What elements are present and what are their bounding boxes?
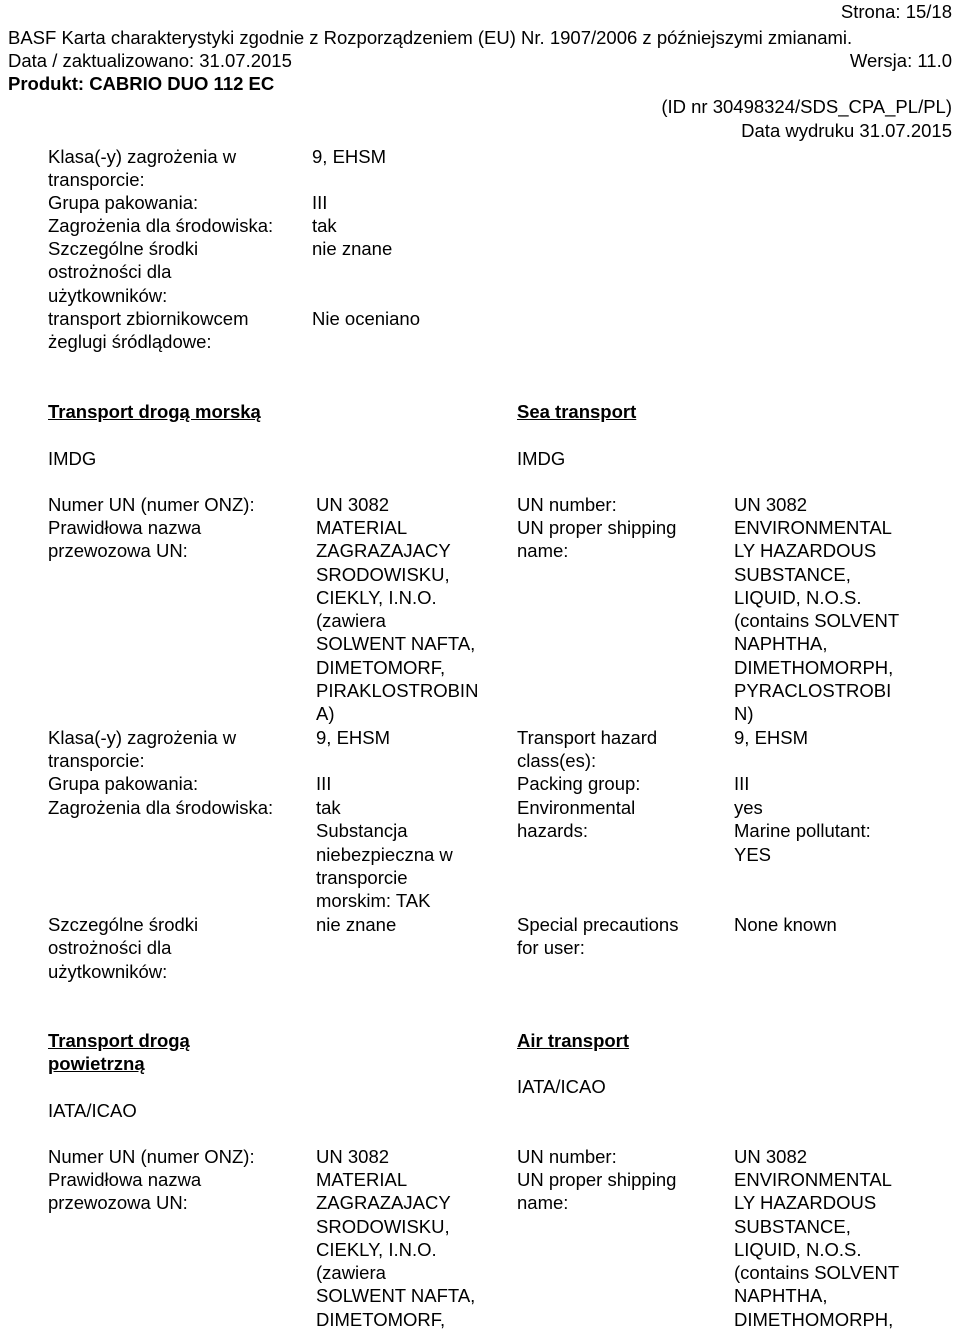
sea-label-en: UN proper shipping name: bbox=[517, 517, 677, 562]
print-date: Data wydruku 31.07.2015 bbox=[741, 120, 952, 141]
air-code-en: IATA/ICAO bbox=[517, 1076, 606, 1097]
update-date: Data / zaktualizowano: 31.07.2015 bbox=[8, 50, 292, 71]
sea-code-pl: IMDG bbox=[48, 448, 97, 469]
sea-value: 9, EHSM bbox=[316, 727, 391, 748]
sea-value-en: 9, EHSM bbox=[734, 727, 809, 748]
page-number: Strona: 15/18 bbox=[840, 1, 952, 22]
sea-label-en: Transport hazard class(es): bbox=[517, 727, 658, 772]
air-code-pl: IATA/ICAO bbox=[48, 1100, 137, 1121]
air-value-en: UN 3082 bbox=[734, 1146, 808, 1167]
inland-label: Zagrożenia dla środowiska: bbox=[48, 215, 274, 236]
sea-value: nie znane bbox=[316, 914, 397, 935]
product-name: Produkt: CABRIO DUO 112 EC bbox=[8, 73, 275, 94]
sea-value-en: III bbox=[734, 773, 750, 794]
sea-value-en: None known bbox=[734, 914, 837, 935]
document-title: BASF Karta charakterystyki zgodnie z Rozporządzeniem (EU) Nr. 1907/2006 z późniejszymi zmianami. bbox=[8, 27, 853, 48]
inland-label: transport zbiornikowcem żeglugi śródlądowe: bbox=[48, 308, 249, 353]
sea-value: UN 3082 bbox=[316, 494, 390, 515]
document-id: (ID nr 30498324/SDS_CPA_PL/PL) bbox=[661, 96, 952, 117]
inland-label: Grupa pakowania: bbox=[48, 192, 199, 213]
air-label: Numer UN (numer ONZ): bbox=[48, 1146, 255, 1167]
sea-value-en: UN 3082 bbox=[734, 494, 808, 515]
air-label-en: UN number: bbox=[517, 1146, 617, 1167]
inland-value: 9, EHSM bbox=[312, 146, 387, 167]
sea-label: Grupa pakowania: bbox=[48, 773, 199, 794]
inland-label: Klasa(-y) zagrożenia w transporcie: bbox=[48, 146, 237, 191]
inland-value: III bbox=[312, 192, 328, 213]
sea-heading-pl: Transport drogą morską bbox=[48, 401, 261, 422]
sea-value-en: yes Marine pollutant: YES bbox=[734, 797, 871, 865]
sea-label: Szczególne środki ostrożności dla użytkowników: bbox=[48, 914, 199, 982]
sea-value: MATERIAL ZAGRAZAJACY SRODOWISKU, CIEKLY, I.N.O. (zawiera SOLWENT NAFTA, DIMETOMORF, PIRAKLOSTROBIN A) bbox=[316, 517, 479, 725]
inland-label: Szczególne środki ostrożności dla użytkowników: bbox=[48, 238, 199, 306]
sea-heading-en: Sea transport bbox=[517, 401, 637, 422]
air-heading-en: Air transport bbox=[517, 1030, 630, 1051]
air-label: Prawidłowa nazwa przewozowa UN: bbox=[48, 1169, 202, 1214]
sea-value-en: ENVIRONMENTAL LY HAZARDOUS SUBSTANCE, LIQUID, N.O.S. (contains SOLVENT NAPHTHA, DIMETHOMORPH, PYRACLOSTROBI N) bbox=[734, 517, 900, 725]
sea-code-en: IMDG bbox=[517, 448, 566, 469]
sea-label-en: Environmental hazards: bbox=[517, 797, 636, 842]
air-label-en: UN proper shipping name: bbox=[517, 1169, 677, 1214]
sea-label-en: Packing group: bbox=[517, 773, 641, 794]
sea-value: tak Substancja niebezpieczna w transporcie morskim: TAK bbox=[316, 797, 453, 912]
air-value-en: ENVIRONMENTAL LY HAZARDOUS SUBSTANCE, LIQUID, N.O.S. (contains SOLVENT NAPHTHA, DIMETHOMORPH, bbox=[734, 1169, 900, 1330]
sea-label-en: UN number: bbox=[517, 494, 617, 515]
air-value: MATERIAL ZAGRAZAJACY SRODOWISKU, CIEKLY, I.N.O. (zawiera SOLWENT NAFTA, DIMETOMORF, bbox=[316, 1169, 476, 1330]
inland-value: tak bbox=[312, 215, 337, 236]
sea-value: III bbox=[316, 773, 332, 794]
sea-label: Numer UN (numer ONZ): bbox=[48, 494, 255, 515]
air-value: UN 3082 bbox=[316, 1146, 390, 1167]
air-heading-pl: Transport drogą powietrzną bbox=[48, 1030, 190, 1075]
sea-label: Prawidłowa nazwa przewozowa UN: bbox=[48, 517, 202, 562]
sea-label-en: Special precautions for user: bbox=[517, 914, 679, 959]
inland-value: nie znane bbox=[312, 238, 393, 259]
sea-label: Klasa(-y) zagrożenia w transporcie: bbox=[48, 727, 237, 772]
sea-label: Zagrożenia dla środowiska: bbox=[48, 797, 274, 818]
inland-value: Nie oceniano bbox=[312, 308, 420, 329]
version: Wersja: 11.0 bbox=[849, 50, 952, 71]
